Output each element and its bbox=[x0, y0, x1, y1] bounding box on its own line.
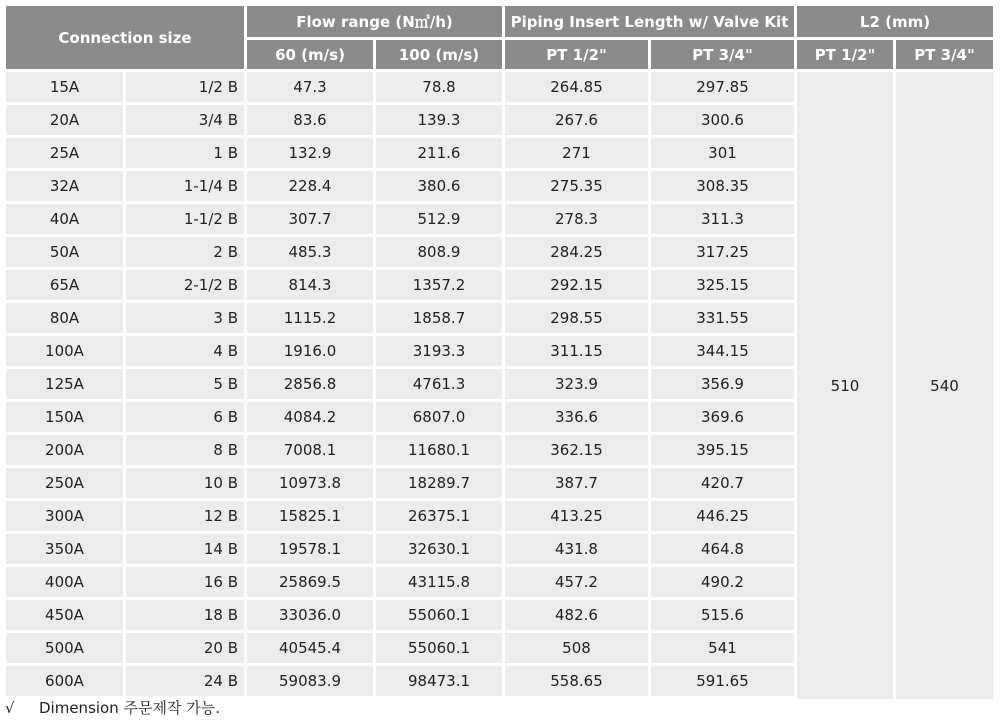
header-connection-size: Connection size bbox=[6, 6, 244, 72]
cell-piping-pt34: 344.15 bbox=[651, 336, 794, 369]
cell-piping-pt34: 490.2 bbox=[651, 567, 794, 600]
header-piping-pt12: PT 1/2" bbox=[505, 40, 648, 72]
cell-flow-60: 19578.1 bbox=[247, 534, 373, 567]
cell-piping-pt34: 297.85 bbox=[651, 72, 794, 105]
cell-flow-100: 1357.2 bbox=[376, 270, 502, 303]
cell-flow-100: 18289.7 bbox=[376, 468, 502, 501]
cell-l2-pt34: 540 bbox=[896, 72, 993, 699]
cell-flow-60: 228.4 bbox=[247, 171, 373, 204]
check-mark: √ bbox=[5, 699, 15, 717]
footnote-text: Dimension 주문제작 가능. bbox=[39, 699, 220, 717]
cell-size-b: 6 B bbox=[126, 402, 244, 435]
header-l2-pt34: PT 3/4" bbox=[896, 40, 993, 72]
cell-flow-60: 47.3 bbox=[247, 72, 373, 105]
cell-size-b: 24 B bbox=[126, 666, 244, 699]
cell-size-a: 32A bbox=[6, 171, 123, 204]
cell-piping-pt34: 325.15 bbox=[651, 270, 794, 303]
cell-size-a: 200A bbox=[6, 435, 123, 468]
cell-flow-100: 211.6 bbox=[376, 138, 502, 171]
cell-flow-100: 808.9 bbox=[376, 237, 502, 270]
cell-size-b: 1-1/4 B bbox=[126, 171, 244, 204]
cell-piping-pt12: 482.6 bbox=[505, 600, 648, 633]
cell-size-a: 400A bbox=[6, 567, 123, 600]
cell-flow-60: 25869.5 bbox=[247, 567, 373, 600]
cell-size-a: 100A bbox=[6, 336, 123, 369]
cell-flow-100: 1858.7 bbox=[376, 303, 502, 336]
cell-flow-60: 33036.0 bbox=[247, 600, 373, 633]
cell-size-a: 80A bbox=[6, 303, 123, 336]
cell-size-b: 8 B bbox=[126, 435, 244, 468]
cell-flow-60: 2856.8 bbox=[247, 369, 373, 402]
cell-flow-100: 380.6 bbox=[376, 171, 502, 204]
cell-piping-pt12: 267.6 bbox=[505, 105, 648, 138]
cell-flow-100: 4761.3 bbox=[376, 369, 502, 402]
cell-size-b: 1/2 B bbox=[126, 72, 244, 105]
cell-piping-pt12: 311.15 bbox=[505, 336, 648, 369]
cell-piping-pt34: 300.6 bbox=[651, 105, 794, 138]
header-l2-pt12: PT 1/2" bbox=[797, 40, 893, 72]
cell-piping-pt34: 301 bbox=[651, 138, 794, 171]
cell-piping-pt12: 508 bbox=[505, 633, 648, 666]
cell-piping-pt34: 356.9 bbox=[651, 369, 794, 402]
cell-piping-pt34: 395.15 bbox=[651, 435, 794, 468]
cell-piping-pt12: 362.15 bbox=[505, 435, 648, 468]
cell-size-b: 1 B bbox=[126, 138, 244, 171]
cell-size-b: 2-1/2 B bbox=[126, 270, 244, 303]
cell-piping-pt12: 264.85 bbox=[505, 72, 648, 105]
cell-piping-pt12: 558.65 bbox=[505, 666, 648, 699]
cell-size-b: 3 B bbox=[126, 303, 244, 336]
cell-piping-pt34: 369.6 bbox=[651, 402, 794, 435]
cell-size-b: 20 B bbox=[126, 633, 244, 666]
cell-flow-100: 55060.1 bbox=[376, 600, 502, 633]
spec-table bbox=[3, 6, 996, 699]
cell-piping-pt12: 457.2 bbox=[505, 567, 648, 600]
header-flow-60: 60 (m/s) bbox=[247, 40, 373, 72]
cell-size-b: 2 B bbox=[126, 237, 244, 270]
cell-size-b: 18 B bbox=[126, 600, 244, 633]
cell-piping-pt12: 284.25 bbox=[505, 237, 648, 270]
cell-flow-100: 55060.1 bbox=[376, 633, 502, 666]
cell-piping-pt12: 387.7 bbox=[505, 468, 648, 501]
cell-size-b: 1-1/2 B bbox=[126, 204, 244, 237]
cell-piping-pt12: 298.55 bbox=[505, 303, 648, 336]
cell-flow-60: 15825.1 bbox=[247, 501, 373, 534]
cell-size-a: 350A bbox=[6, 534, 123, 567]
cell-flow-60: 83.6 bbox=[247, 105, 373, 138]
cell-size-a: 25A bbox=[6, 138, 123, 171]
cell-size-a: 250A bbox=[6, 468, 123, 501]
cell-size-b: 3/4 B bbox=[126, 105, 244, 138]
cell-size-b: 16 B bbox=[126, 567, 244, 600]
cell-size-a: 20A bbox=[6, 105, 123, 138]
cell-piping-pt34: 541 bbox=[651, 633, 794, 666]
cell-size-a: 65A bbox=[6, 270, 123, 303]
cell-piping-pt34: 331.55 bbox=[651, 303, 794, 336]
cell-piping-pt12: 271 bbox=[505, 138, 648, 171]
header-flow-range: Flow range (N㎥/h) bbox=[247, 6, 502, 40]
header-piping-insert-length: Piping Insert Length w/ Valve Kit bbox=[505, 6, 794, 40]
cell-piping-pt34: 446.25 bbox=[651, 501, 794, 534]
cell-flow-100: 512.9 bbox=[376, 204, 502, 237]
cell-flow-100: 26375.1 bbox=[376, 501, 502, 534]
cell-size-b: 14 B bbox=[126, 534, 244, 567]
cell-size-a: 125A bbox=[6, 369, 123, 402]
cell-size-a: 40A bbox=[6, 204, 123, 237]
cell-piping-pt34: 464.8 bbox=[651, 534, 794, 567]
header-piping-pt34: PT 3/4" bbox=[651, 40, 794, 72]
cell-piping-pt12: 292.15 bbox=[505, 270, 648, 303]
cell-flow-100: 98473.1 bbox=[376, 666, 502, 699]
cell-piping-pt34: 311.3 bbox=[651, 204, 794, 237]
cell-flow-100: 11680.1 bbox=[376, 435, 502, 468]
cell-piping-pt12: 323.9 bbox=[505, 369, 648, 402]
cell-piping-pt12: 413.25 bbox=[505, 501, 648, 534]
cell-size-b: 12 B bbox=[126, 501, 244, 534]
cell-flow-60: 1916.0 bbox=[247, 336, 373, 369]
cell-piping-pt34: 515.6 bbox=[651, 600, 794, 633]
cell-piping-pt34: 591.65 bbox=[651, 666, 794, 699]
cell-piping-pt12: 431.8 bbox=[505, 534, 648, 567]
cell-size-a: 500A bbox=[6, 633, 123, 666]
table-row bbox=[6, 72, 993, 105]
footnote bbox=[5, 697, 220, 718]
cell-piping-pt34: 317.25 bbox=[651, 237, 794, 270]
cell-flow-100: 6807.0 bbox=[376, 402, 502, 435]
cell-flow-60: 59083.9 bbox=[247, 666, 373, 699]
cell-piping-pt34: 308.35 bbox=[651, 171, 794, 204]
cell-flow-60: 7008.1 bbox=[247, 435, 373, 468]
cell-size-a: 15A bbox=[6, 72, 123, 105]
cell-piping-pt12: 275.35 bbox=[505, 171, 648, 204]
cell-flow-100: 139.3 bbox=[376, 105, 502, 138]
cell-flow-60: 307.7 bbox=[247, 204, 373, 237]
cell-flow-100: 3193.3 bbox=[376, 336, 502, 369]
cell-flow-60: 132.9 bbox=[247, 138, 373, 171]
cell-size-b: 5 B bbox=[126, 369, 244, 402]
cell-flow-60: 10973.8 bbox=[247, 468, 373, 501]
cell-flow-100: 78.8 bbox=[376, 72, 502, 105]
cell-flow-100: 43115.8 bbox=[376, 567, 502, 600]
cell-piping-pt12: 336.6 bbox=[505, 402, 648, 435]
cell-flow-60: 485.3 bbox=[247, 237, 373, 270]
cell-flow-60: 814.3 bbox=[247, 270, 373, 303]
cell-flow-100: 32630.1 bbox=[376, 534, 502, 567]
cell-piping-pt34: 420.7 bbox=[651, 468, 794, 501]
table-body bbox=[6, 72, 993, 699]
cell-flow-60: 40545.4 bbox=[247, 633, 373, 666]
header-l2: L2 (mm) bbox=[797, 6, 993, 40]
cell-size-a: 150A bbox=[6, 402, 123, 435]
cell-size-a: 450A bbox=[6, 600, 123, 633]
cell-l2-pt12: 510 bbox=[797, 72, 893, 699]
cell-size-b: 10 B bbox=[126, 468, 244, 501]
header-flow-100: 100 (m/s) bbox=[376, 40, 502, 72]
cell-flow-60: 1115.2 bbox=[247, 303, 373, 336]
cell-piping-pt12: 278.3 bbox=[505, 204, 648, 237]
cell-size-b: 4 B bbox=[126, 336, 244, 369]
cell-size-a: 50A bbox=[6, 237, 123, 270]
cell-size-a: 600A bbox=[6, 666, 123, 699]
cell-size-a: 300A bbox=[6, 501, 123, 534]
cell-flow-60: 4084.2 bbox=[247, 402, 373, 435]
